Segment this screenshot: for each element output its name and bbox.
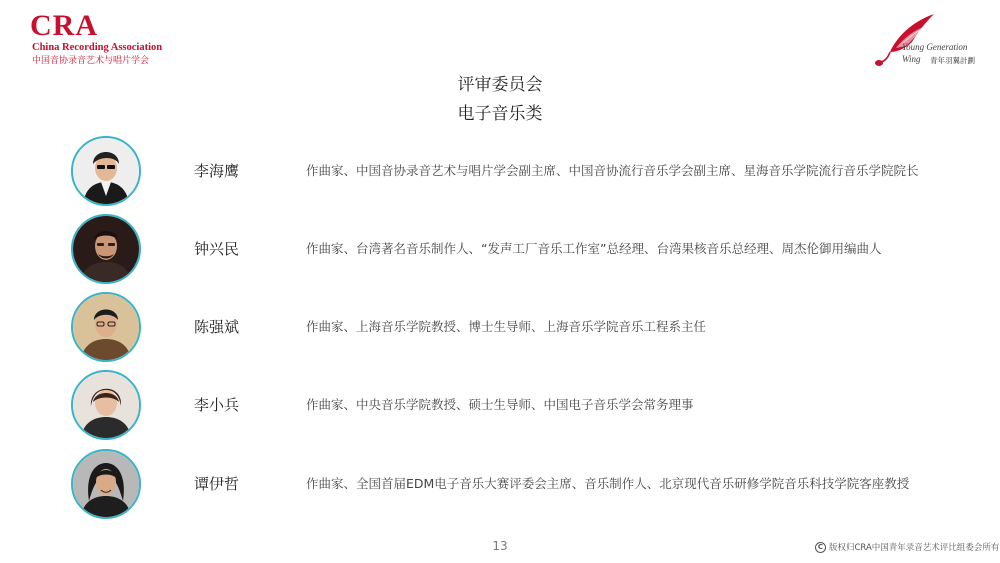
ygw-logo-english-line2: Wing: [902, 54, 921, 64]
member-description: 作曲家、全国首届EDM电子音乐大赛评委会主席、音乐制作人、北京现代音乐研修学院音乐科技学院客座教授: [306, 476, 910, 491]
cra-logo-english-name: China Recording Association: [32, 42, 163, 53]
person-photo-icon: [73, 216, 139, 282]
page-number: 13: [492, 539, 508, 553]
member-name: 李小兵: [194, 396, 240, 414]
page-subtitle: 电子音乐类: [457, 104, 543, 124]
member-description: 作曲家、台湾著名音乐制作人、“发声工厂音乐工作室”总经理、台湾果核音乐总经理、周杰伦御用编曲人: [306, 241, 882, 256]
member-avatar: [71, 370, 141, 440]
member-row: [0, 370, 1000, 442]
member-avatar: [71, 136, 141, 206]
person-photo-icon: [73, 294, 139, 360]
member-row: [0, 292, 1000, 364]
member-row: [0, 136, 1000, 208]
ygw-logo-english-line1: Young Generation: [902, 42, 968, 52]
cra-logo-abbr: CRA: [30, 9, 98, 42]
member-name: 李海鹰: [194, 162, 240, 180]
page-title: 评审委员会: [457, 75, 543, 95]
member-description: 作曲家、上海音乐学院教授、博士生导师、上海音乐学院音乐工程系主任: [306, 319, 707, 334]
copyright-notice: [815, 541, 999, 553]
cra-logo-chinese-name: 中国音协录音艺术与唱片学会: [32, 56, 150, 66]
young-generation-wing-logo: [872, 12, 975, 72]
member-name: 谭伊哲: [194, 475, 240, 493]
member-name: 陈强斌: [194, 318, 240, 336]
member-row: [0, 214, 1000, 286]
cra-logo: [30, 10, 190, 70]
member-name: 钟兴民: [194, 240, 240, 258]
person-photo-icon: [73, 138, 139, 204]
member-row: [0, 449, 1000, 521]
person-photo-icon: [73, 451, 139, 517]
copyright-text: 版权归CRA中国青年录音艺术评比组委会所有: [829, 543, 1000, 553]
copyright-icon: C: [815, 542, 826, 553]
person-photo-icon: [73, 372, 139, 438]
member-description: 作曲家、中央音乐学院教授、硕士生导师、中国电子音乐学会常务理事: [306, 397, 694, 412]
ygw-logo-chinese-name: 青年羽翼計劃: [930, 56, 975, 65]
member-avatar: [71, 449, 141, 519]
member-description: 作曲家、中国音协录音艺术与唱片学会副主席、中国音协流行音乐学会副主席、星海音乐学院流行音乐学院院长: [306, 163, 919, 178]
member-avatar: [71, 292, 141, 362]
member-avatar: [71, 214, 141, 284]
